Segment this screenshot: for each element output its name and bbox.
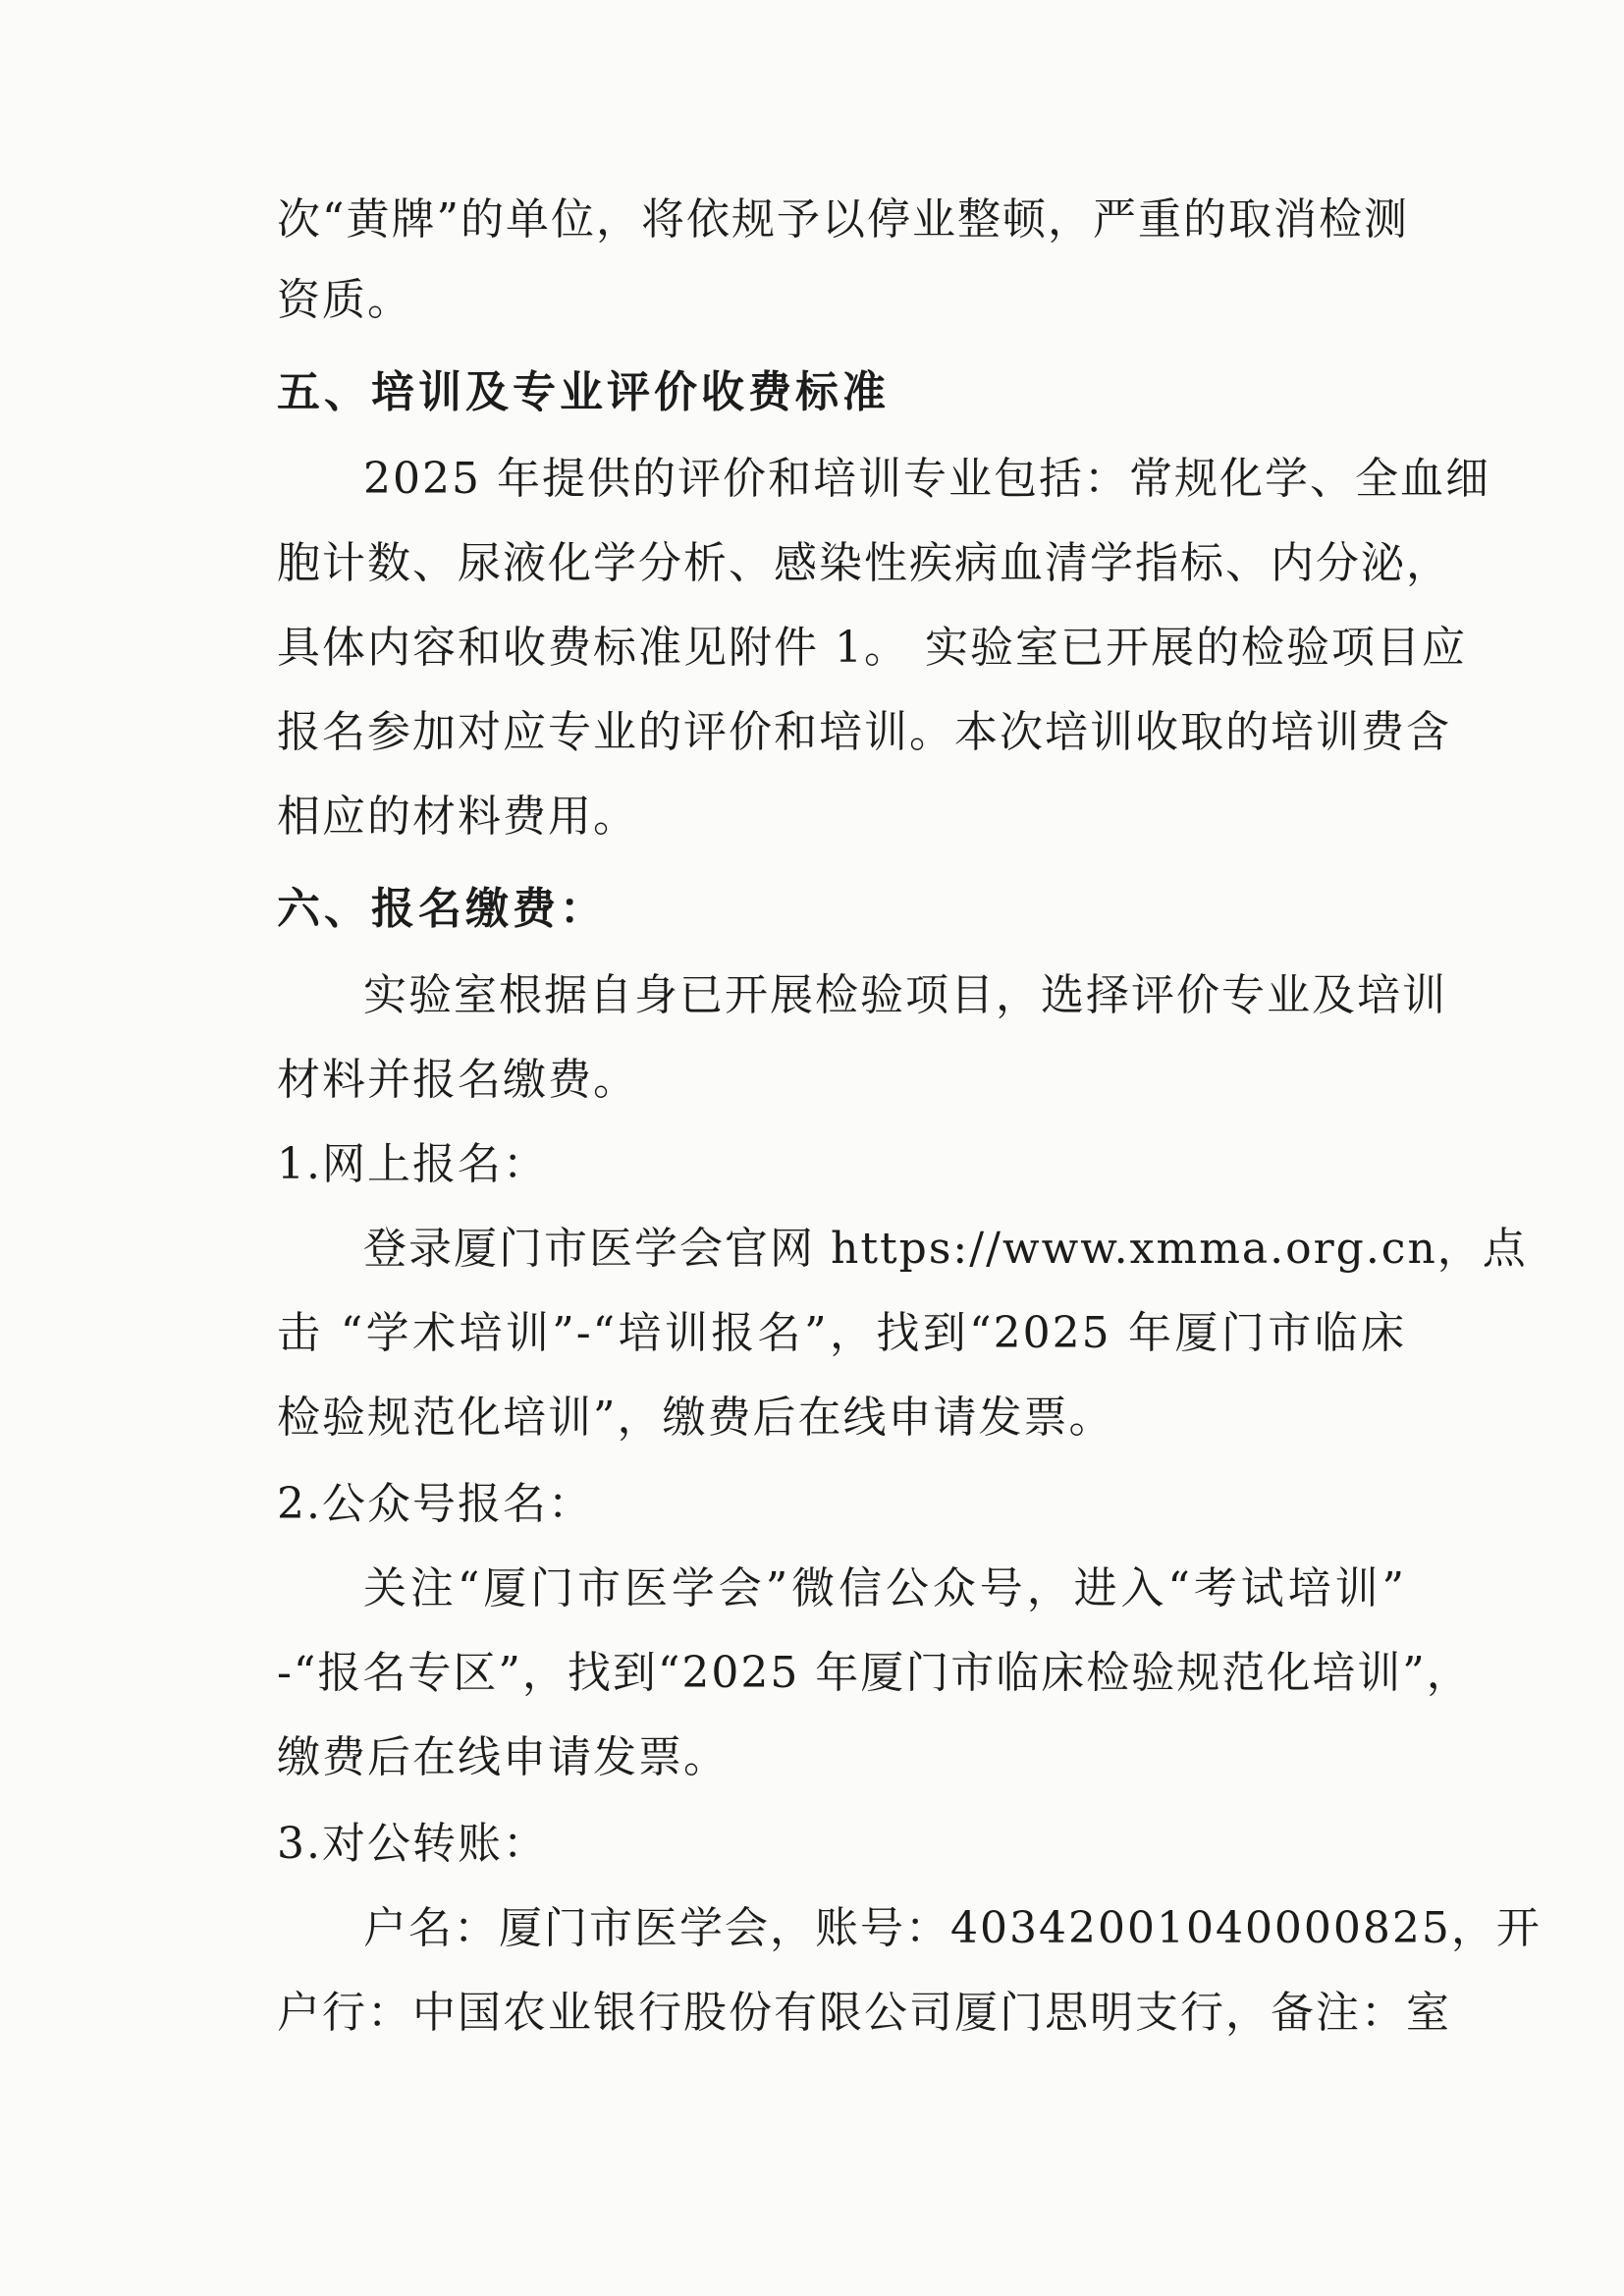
paragraph-line: 具体内容和收费标准见附件 1。 实验室已开展的检验项目应: [277, 623, 1467, 673]
paragraph-line: -“报名专区”，找到“2025 年厦门市临床检验规范化培训”，: [277, 1648, 1472, 1698]
paragraph-line: 检验规范化培训”，缴费后在线申请发票。: [277, 1393, 1114, 1443]
paragraph-line: 关注“厦门市医学会”微信公众号，进入“考试培训”: [363, 1563, 1406, 1613]
list-item-title: 2.公众号报名：: [277, 1479, 593, 1529]
paragraph-line: 材料并报名缴费。: [277, 1055, 638, 1105]
paragraph-line: 户名：厦门市医学会，账号：40342001040000825，开: [363, 1903, 1542, 1953]
paragraph-line: 登录厦门市医学会官网 https://www.xmma.org.cn，点: [363, 1224, 1528, 1274]
paragraph-line: 次“黄牌”的单位，将依规予以停业整顿，严重的取消检测: [277, 194, 1409, 245]
paragraph-line: 2025 年提供的评价和培训专业包括：常规化学、全血细: [363, 454, 1490, 504]
paragraph-line: 相应的材料费用。: [277, 792, 638, 842]
paragraph-line: 实验室根据自身已开展检验项目，选择评价专业及培训: [363, 970, 1447, 1020]
paragraph-line: 报名参加对应专业的评价和培训。本次培训收取的培训费含: [277, 707, 1451, 757]
paragraph-line: 缴费后在线申请发票。: [277, 1732, 729, 1782]
paragraph-line: 击 “学术培训”-“培训报名”，找到“2025 年厦门市临床: [277, 1308, 1406, 1358]
section-heading: 五、培训及专业评价收费标准: [277, 367, 890, 417]
section-heading: 六、报名缴费：: [277, 884, 607, 934]
paragraph-line: 户行：中国农业银行股份有限公司厦门思明支行，备注：室: [277, 1988, 1451, 2038]
paragraph-line: 胞计数、尿液化学分析、感染性疾病血清学指标、内分泌，: [277, 538, 1451, 588]
list-item-title: 3.对公转账：: [277, 1819, 548, 1869]
paragraph-line: 资质。: [277, 275, 412, 325]
list-item-title: 1.网上报名：: [277, 1139, 548, 1189]
